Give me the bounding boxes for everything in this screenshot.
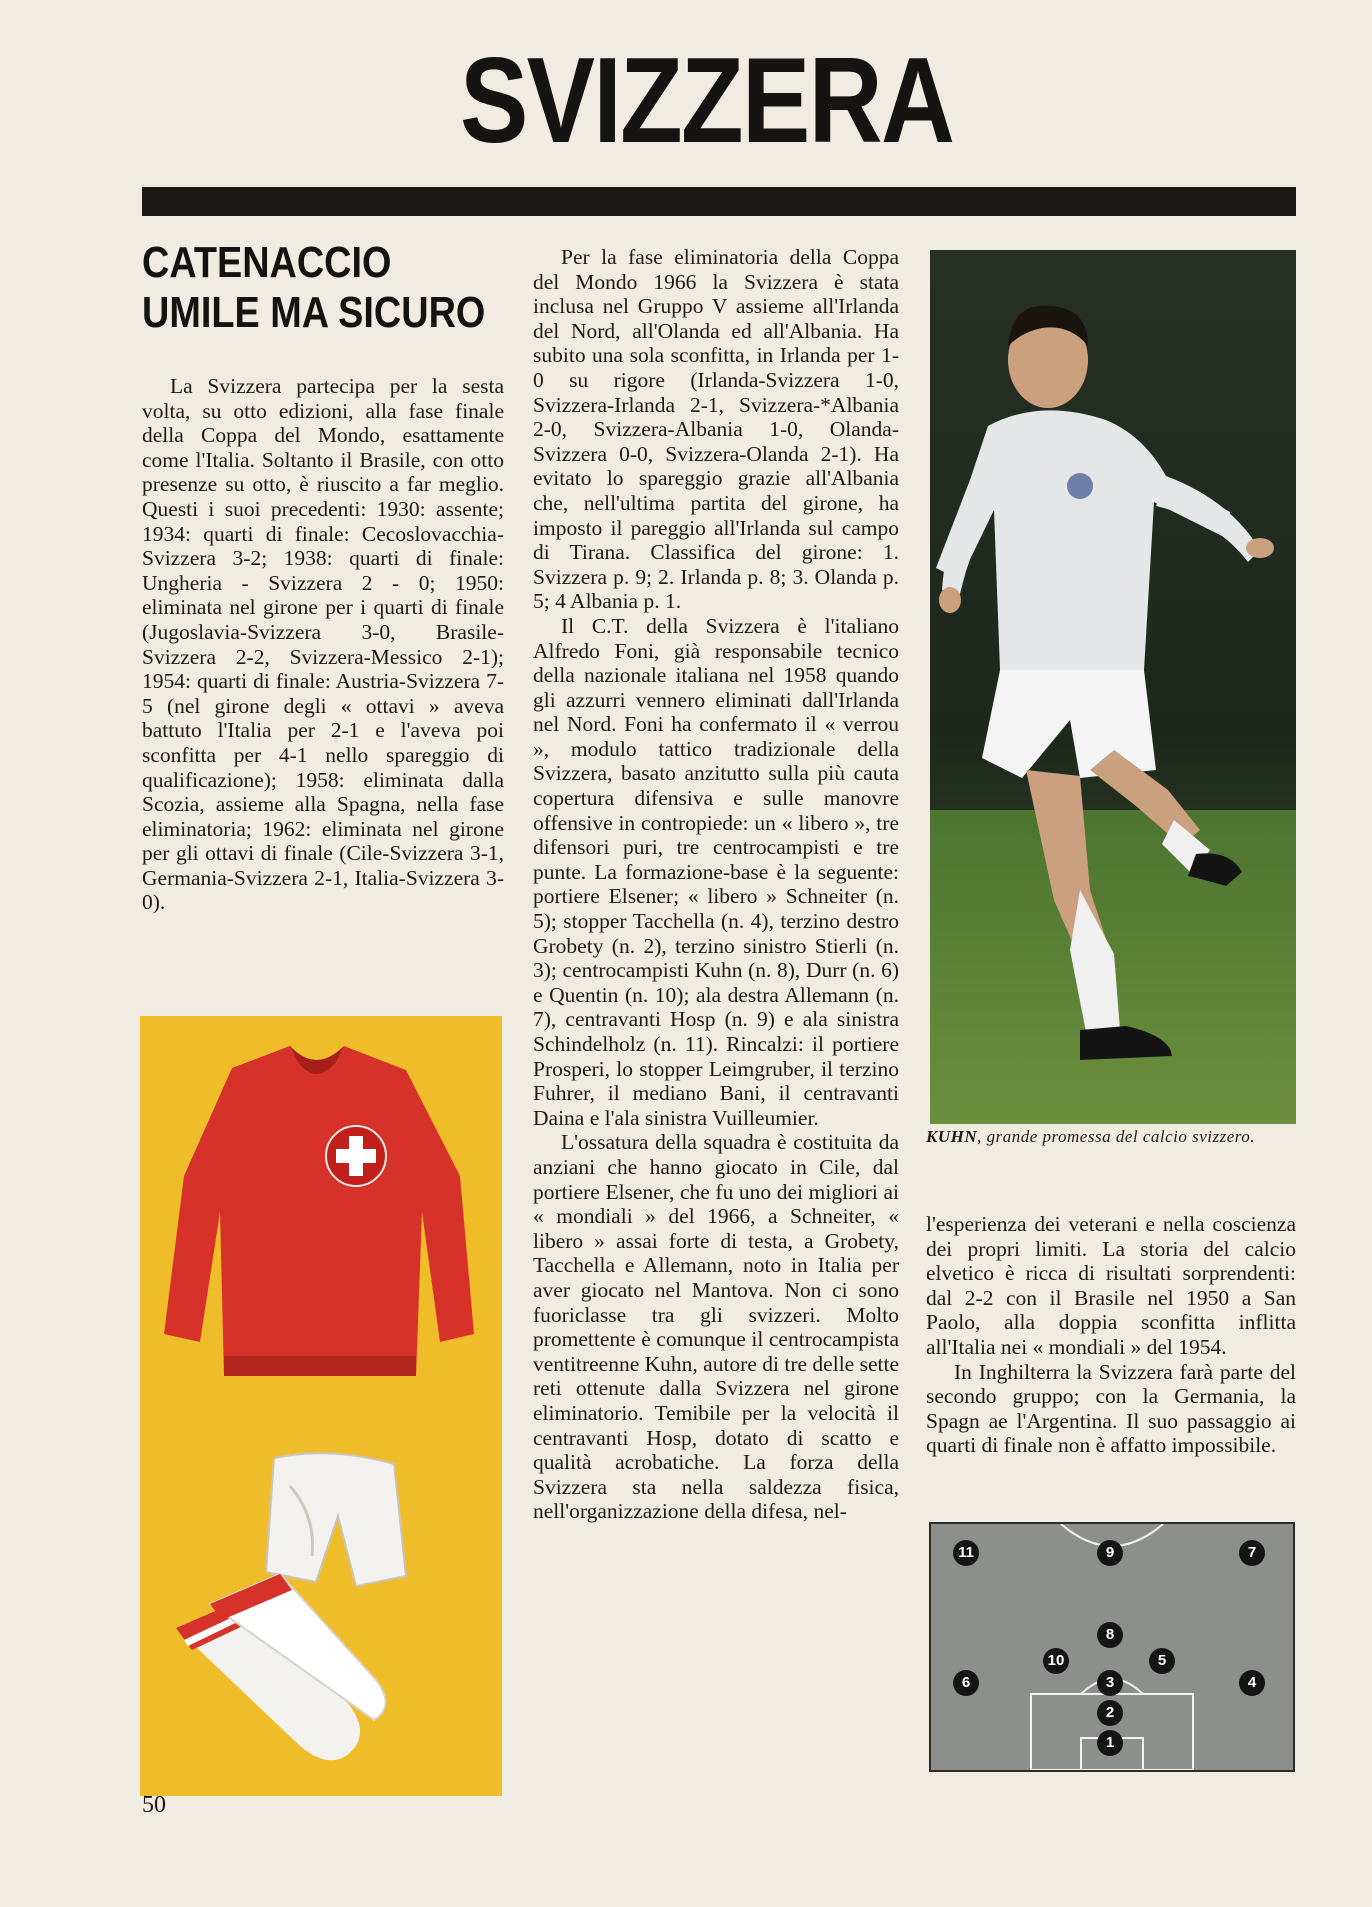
caption-name: KUHN <box>926 1127 978 1146</box>
player-marker: 7 <box>1239 1540 1265 1566</box>
formation-diagram <box>929 1522 1295 1772</box>
subhead-line-2: UMILE MA SICURO <box>142 288 486 337</box>
paragraph: L'ossatura della squadra è costituita da anziani che hanno giocato in Cile, dal portiere Elsener, che fu uno dei migliori ai « mondiali » del 1966, a Schneiter, « libero » assai forte di testa, a Grobety, Tacchella e Allemann, noto in Italia per aver giocato nel Mantova. Non ci sono fuoriclasse tra gli svizzeri. Molto promettente è comunque il centrocampista ventitreenne Kuhn, autore di tre delle sette reti ottenute dalla Svizzera nel girone eliminatorio. Temibile per la velocità il centravanti Hosp, dotato di scatto e qualità acrobatiche. La forza della Svizzera sta nella saldezza fisica, nell'organizzazione della difesa, nel- <box>533 1130 899 1524</box>
player-marker: 3 <box>1097 1670 1123 1696</box>
player-marker: 6 <box>953 1670 979 1696</box>
photo-caption <box>926 1126 1296 1148</box>
paragraph: La Svizzera partecipa per la sesta volta, su otto edizioni, alla fase finale della Coppa del Mondo, esattamente come l'Italia. Soltanto il Brasile, con otto presenze su otto, è riuscito a far meglio. Questi i suoi precedenti: 1930: assente; 1934: quarti di finale: Cecoslovacchia-Svizzera 3-2; 1938: quarti di finale: Ungheria - Svizzera 2 - 0; 1950: eliminata nel girone per i quarti di finale (Jugoslavia-Svizzera 3-0, Brasile-Svizzera 2-2, Svizzera-Messico 2-1); 1954: quarti di finale: Austria-Svizzera 7-5 (nel girone degli « ottavi » aveva battuto l'Italia per 2-1 e l'aveva poi sconfitta per 4-1 nello spareggio di qualificazione); 1958: eliminata dalla Scozia, assieme alla Spagna, nella fase eliminatoria; 1962: eliminata nel girone per gli ottavi di finale (Cile-Svizzera 3-1, Germania-Svizzera 2-1, Italia-Svizzera 3-0). <box>142 374 504 915</box>
article-subhead <box>142 238 486 338</box>
swiss-kit-illustration <box>140 1016 502 1796</box>
player-marker: 11 <box>953 1540 979 1566</box>
page-title: SVIZZERA <box>460 32 954 168</box>
subhead-line-1: CATENACCIO <box>142 238 392 287</box>
text-column-1 <box>142 374 504 915</box>
player-marker: 1 <box>1097 1730 1123 1756</box>
paragraph: Per la fase eliminatoria della Coppa del Mondo 1966 la Svizzera è stata inclusa nel Gruppo V assieme all'Irlanda del Nord, all'Olanda ed all'Albania. Ha subito una sola sconfitta, in Irlanda per 1-0 su rigore (Irlanda-Svizzera 1-0, Svizzera-Irlanda 2-1, Svizzera-*Albania 2-0, Svizzera-Albania 1-0, Olanda-Svizzera 0-0, Svizzera-Olanda 2-1). Ha evitato lo spareggio grazie all'Albania che, nell'ultima partita del girone, ha imposto il pareggio all'Irlanda sul campo di Tirana. Classifica del girone: 1. Svizzera p. 9; 2. Irlanda p. 8; 3. Olanda p. 5; 4 Albania p. 1. <box>533 245 899 614</box>
player-marker: 9 <box>1097 1540 1123 1566</box>
text-column-3 <box>926 1212 1296 1458</box>
paragraph: In Inghilterra la Svizzera farà parte del secondo gruppo; con la Germania, la Spagn ae l'Argentina. Il suo passaggio ai quarti di finale non è affatto impossibile. <box>926 1359 1296 1458</box>
text-column-2 <box>533 245 899 1524</box>
player-marker: 2 <box>1097 1700 1123 1726</box>
player-marker: 10 <box>1043 1648 1069 1674</box>
title-rule <box>142 187 1296 216</box>
paragraph: Il C.T. della Svizzera è l'italiano Alfredo Foni, già responsabile tecnico della nazionale italiana nel 1958 quando gli azzurri vennero eliminati dall'Irlanda nel Nord. Foni ha confermato il « verrou », modulo tattico tradizionale della Svizzera, basato anzitutto sulla più cauta copertura difensiva e sulle manovre offensive in contropiede: un « libero », tre difensori puri, tre centrocampisti e tre punte. La formazione-base è la seguente: portiere Elsener; « libero » Schneiter (n. 5); stopper Tacchella (n. 4), terzino destro Grobety (n. 2), terzino sinistro Stierli (n. 3); centrocampisti Kuhn (n. 8), Durr (n. 6) e Quentin (n. 10); ala destra Allemann (n. 7), centravanti Hosp (n. 9) e ala sinistra Schindelholz (n. 11). Rincalzi: il portiere Prosperi, lo stopper Leimgruber, il terzino Fuhrer, il mediano Bani, il centravanti Daina e l'ala sinistra Vuilleumier. <box>533 613 899 1130</box>
player-marker: 5 <box>1149 1648 1175 1674</box>
page-number: 50 <box>142 1792 166 1818</box>
player-photo <box>930 250 1296 1124</box>
paragraph: l'esperienza dei veterani e nella coscienza dei propri limiti. La storia del calcio elvetico è ricca di risultati sorprendenti: dal 2-2 con il Brasile nel 1950 a San Paolo, alla doppia sconfitta inflitta all'Italia nei « mondiali » del 1954. <box>926 1212 1296 1359</box>
player-marker: 4 <box>1239 1670 1265 1696</box>
caption-text: , grande promessa del calcio svizzero. <box>977 1127 1256 1146</box>
kit-illustration <box>140 1016 502 1796</box>
player-photo-illustration <box>930 250 1296 1124</box>
player-marker: 8 <box>1097 1622 1123 1648</box>
